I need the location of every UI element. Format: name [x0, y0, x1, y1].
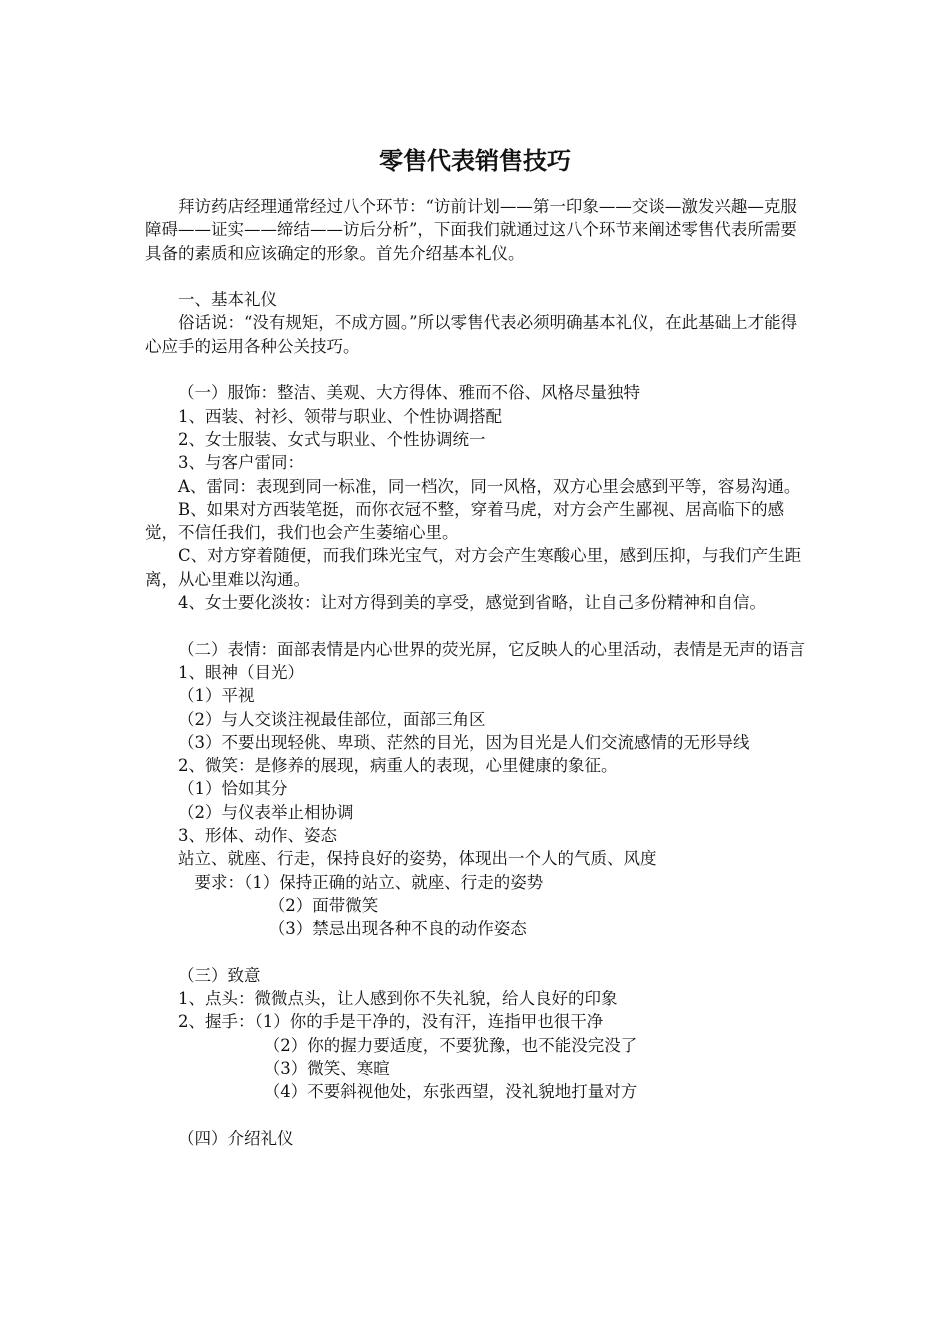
blank-line: [145, 941, 810, 964]
list-item: （2）面带微笑: [268, 895, 379, 915]
blank-line: [145, 1104, 810, 1127]
list-item: A、雷同：表现到同一标准，同一档次，同一风格，双方心里会感到平等，容易沟通。: [178, 476, 801, 496]
list-item: （2）与人交谈注视最佳部位，面部三角区: [178, 709, 486, 729]
intro-paragraph: 拜访药店经理通常经过八个环节：“访前计划——第一印象——交谈—激发兴趣—克服障碍——证实——缔结——访后分析”，下面我们就通过这八个环节来阐述零售代表所需要具备的素质和应该确定的形象。首先介绍基本礼仪。: [145, 197, 797, 263]
list-item: （3）不要出现轻佻、卑琐、茫然的目光，因为目光是人们交流感情的无形导线: [178, 732, 750, 752]
list-item: 1、眼神（目光）: [178, 662, 304, 682]
paragraph: 俗话说：“没有规矩，不成方圆。”所以零售代表必须明确基本礼仪，在此基础上才能得心应手的运用各种公关技巧。: [145, 313, 798, 356]
list-item: 3、形体、动作、姿态: [178, 826, 337, 846]
section-heading: 一、基本礼仪: [178, 290, 277, 310]
list-item: B、如果对方西装笔挺，而你衣冠不整，穿着马虎，对方会产生鄙视、居高临下的感觉，不信任我们，我们也会产生萎缩心里。: [145, 499, 785, 543]
document-body: [145, 195, 810, 1150]
list-item: 1、点头：微微点头，让人感到你不失礼貌，给人良好的印象: [178, 989, 618, 1009]
subsection-heading: （二）表情：面部表情是内心世界的荧光屏，它反映人的心里活动，表情是无声的语言: [178, 639, 805, 659]
list-item: 2、握手：（1）你的手是干净的，没有汗，连指甲也很干净: [178, 1012, 604, 1032]
list-item: （3）微笑、寒暄: [263, 1058, 390, 1078]
subsection-heading: （一）服饰：整洁、美观、大方得体、雅而不俗、风格尽量独特: [178, 383, 640, 403]
list-item: （1）平视: [178, 686, 255, 706]
list-item: 1、西装、衬衫、领带与职业、个性协调搭配: [178, 406, 502, 426]
subsection-heading: （三）致意: [178, 965, 261, 985]
list-item: 要求：（1）保持正确的站立、就座、行走的姿势: [194, 872, 544, 892]
list-item: 2、女士服装、女式与职业、个性协调统一: [178, 429, 486, 449]
list-item: 2、微笑：是修养的展现，病重人的表现，心里健康的象征。: [178, 756, 618, 776]
blank-line: [145, 265, 810, 288]
list-item: 3、与客户雷同：: [178, 453, 304, 473]
list-item: （2）你的握力要适度，不要犹豫，也不能没完没了: [263, 1035, 638, 1055]
list-item: （4）不要斜视他处，东张西望，没礼貌地打量对方: [263, 1082, 638, 1102]
list-item: （3）禁忌出现各种不良的动作姿态: [268, 919, 527, 939]
list-item: （2）与仪表举止相协调: [178, 802, 354, 822]
blank-line: [145, 358, 810, 381]
document-title: 零售代表销售技巧: [379, 147, 571, 175]
blank-line: [145, 614, 810, 637]
subsection-heading: （四）介绍礼仪: [178, 1128, 294, 1148]
list-item: 4、女士要化淡妆：让对方得到美的享受，感觉到省略，让自己多份精神和自信。: [178, 593, 766, 613]
list-item: C、对方穿着随便，而我们珠光宝气，对方会产生寒酸心里，感到压抑，与我们产生距离，从心里难以沟通。: [145, 546, 802, 589]
paragraph: 站立、就座、行走，保持良好的姿势，体现出一个人的气质、风度: [178, 849, 657, 869]
list-item: （1）恰如其分: [178, 779, 288, 799]
